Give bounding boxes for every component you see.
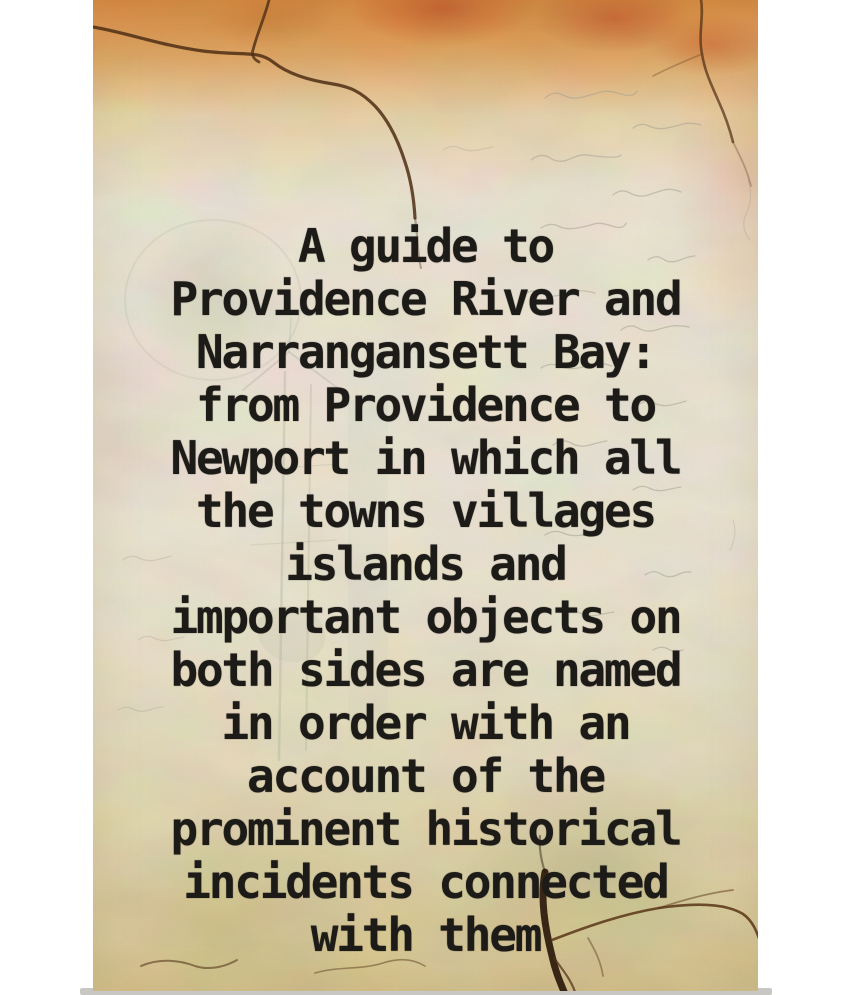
title-line: islands and — [285, 537, 566, 591]
title-line: Providence River and — [170, 272, 681, 326]
title-line: the towns villages — [196, 484, 655, 538]
book-cover — [93, 0, 758, 991]
title-line: in order with an — [221, 696, 630, 750]
title-line: Narrangansett Bay: — [196, 325, 655, 379]
title-line: important objects on — [170, 590, 681, 644]
title-line: account of the — [247, 749, 604, 803]
title-line: with them — [310, 908, 541, 962]
title-line: Newport in which all — [170, 431, 681, 485]
title-line: A guide to — [298, 219, 553, 273]
title-line: both sides are named — [170, 643, 681, 697]
title-line: from Providence to — [196, 378, 655, 432]
title-line: prominent historical — [170, 802, 681, 856]
book-title — [93, 220, 758, 962]
title-line: incidents connected — [183, 855, 668, 909]
